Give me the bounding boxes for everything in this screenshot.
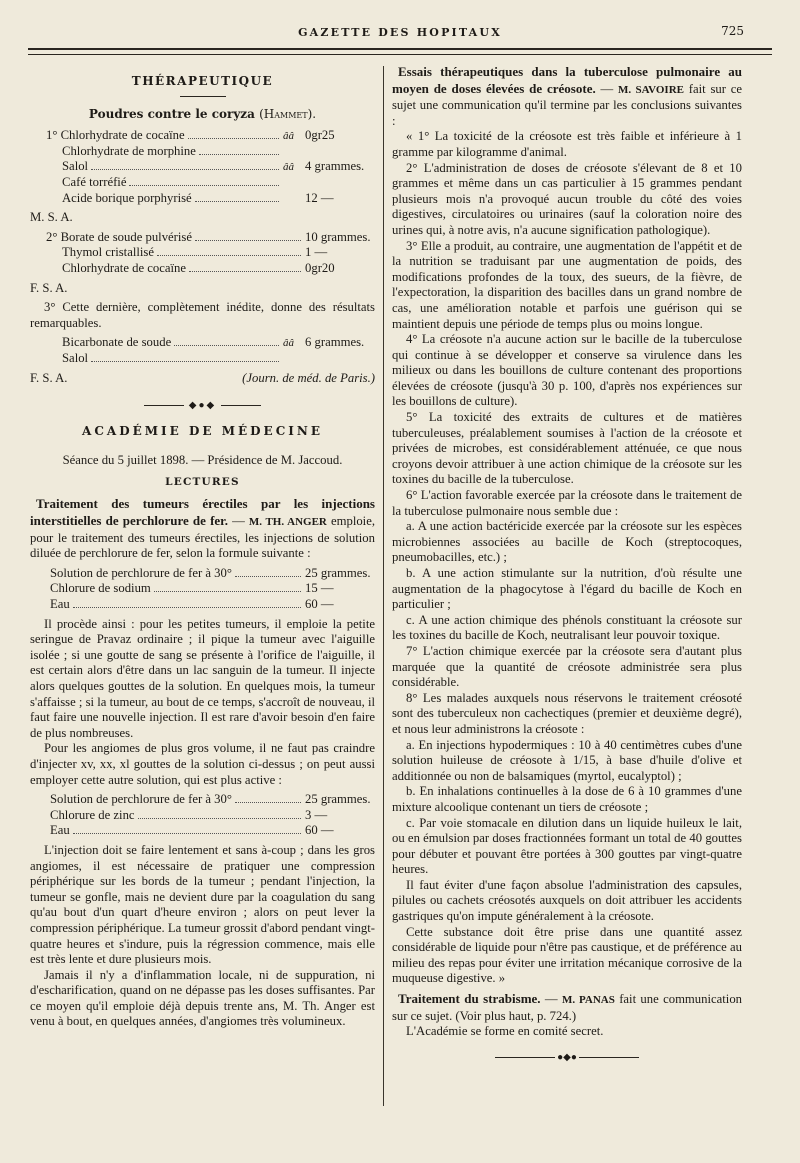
conclusion-7: 7° L'action chimique exercée par la créosote sera d'autant plus marquée que la quantité de créosote administrée sera plus considérable.: [392, 643, 742, 690]
formula-row: Salol ââ 4 grammes.: [62, 159, 365, 174]
formula-row: Chlorure de sodium 15 —: [50, 581, 334, 596]
savoire-para-9: Il faut éviter d'une façon absolue l'administration des capsules, pilules ou cachets créosotés auxquels on doit attribuer les accidents gastriques qu'on impute généralement à la créosote.: [392, 877, 742, 924]
formula-row: Eau 60 —: [50, 597, 334, 612]
source-citation: (Journ. de méd. de Paris.): [242, 370, 375, 385]
anger-para-2: Pour les angiomes de plus gros volume, il ne faut pas craindre d'injecter xv, xx, xl gouttes de la solution ci-dessus ; on peut aussi employer cette autre solution, qui est plus active :: [30, 741, 375, 787]
right-column: [392, 64, 742, 1065]
conclusion-5: 5° La toxicité des extraits de cultures et de matières tuberculeuses, préalablement soumises à l'action de la créosote et privées de microbes, est considérablement atténuée, ce que nous croyons devoir attribuer à une action chimique de la créosote sur les toxines du bacille de la tuberculose.: [392, 410, 742, 487]
coryza-subhead: [30, 107, 375, 123]
formula-row: Chlorhydrate de cocaïne 0gr20: [62, 260, 335, 275]
savoire-article: Essais thérapeutiques dans la tuberculose pulmonaire au moyen de doses élevées de créosote. — M. SAVOIRE fait sur ce sujet une communication qu'il termine par les conclusions suivantes :: [392, 64, 743, 128]
strabisme-text: fait une communication sur ce sujet. (Voir plus haut, p. 724.): [392, 992, 743, 1023]
anger-article: Traitement des tumeurs érectiles par les injections interstitielles de perchlorure de fer. — M. TH. ANGER emploie, pour le traitement des tumeurs érectiles, les injections de solution diluée de perchlorure de fer, selon la formule suivante :: [30, 496, 376, 561]
header-rule: [28, 48, 772, 50]
lectures-heading: LECTURES: [165, 475, 240, 488]
formula-row: Solution de perchlorure de fer à 30° 25 grammes.: [50, 792, 371, 807]
coryza-subhead-author: (Hammet).: [259, 106, 317, 121]
header-rule-thin: [28, 54, 772, 55]
savoire-intro: fait sur ce sujet une communication qu'il termine par les conclusions suivantes :: [392, 81, 743, 128]
fsa-label: F. S. A.: [30, 280, 68, 295]
column-divider: [383, 66, 384, 1106]
fsa-source-row: [30, 371, 375, 387]
formula-row: Eau 60 —: [50, 823, 334, 838]
formula-2: [30, 230, 375, 277]
anger-formula-1: [30, 566, 375, 613]
formula-3: [30, 335, 375, 366]
conclusion-6a: a. A une action bactéricide exercée par la créosote sur les espèces microbiennes associées au bacille de Koch (streptocoques, pneumobacilles, etc.) ;: [392, 519, 742, 565]
section-rule: [180, 96, 226, 97]
end-ornament: ●◆●: [392, 1050, 742, 1066]
savoire-para-10: Cette substance doit être prise dans une quantité assez considérable de liquide pour n'être pas caustique, et de préférence au milieu des repas pour éviter une irritation mécanique corrosive de la muqueuse digestive. »: [392, 924, 742, 986]
anger-para-3: L'injection doit se faire lentement et sans à-coup ; dans les gros angiomes, il est nécessaire de pratiquer une compression périphérique sur les bords de la tumeur ; pendant l'injection, la tumeur se gonfle, mais ne devient dure par la coagulation du sang qu'au bout d'un quart d'heure environ ; alors on peut lever la compression périphérique. La tumeur grossit d'abord pendant vingt-quatre heures et s'indure, puis la régression commence, mais elle est très lente et dure plusieurs mois.: [30, 842, 375, 967]
formula-row: 1° Chlorhydrate de cocaïne ââ 0gr25: [46, 128, 335, 143]
running-head: GAZETTE DES HOPITAUX: [298, 26, 502, 39]
formula-1: [30, 128, 375, 206]
strabisme-article: Traitement du strabisme. — M. PANAS fait une communication sur ce sujet. (Voir plus haut, p. 724.): [392, 991, 743, 1023]
fsa-label: F. S. A.: [30, 370, 68, 385]
savoire-author: M. SAVOIRE: [618, 83, 684, 96]
section-ornament: ◆●◆: [30, 398, 375, 414]
conclusion-2: 2° L'administration de doses de créosote s'élevant de 8 et 10 grammes et même dans un cas particulier à 15 grammes pendant plusieurs mois n'a provoqué aucun trouble du côté des voies digestives, circulatoires ou urinaires (sauf la coloration noire des urines qui, à notre avis, n'a aucune signification pathologique).: [392, 160, 742, 237]
anger-author: M. TH. ANGER: [248, 516, 327, 529]
formula-row: Solution de perchlorure de fer à 30° 25 grammes.: [50, 565, 371, 580]
formula-row: Bicarbonate de soude ââ 6 grammes.: [62, 335, 365, 350]
formula-row: Chlorure de zinc 3 —: [50, 807, 328, 822]
conclusion-8c: c. Par voie stomacale en dilution dans un liquide huileux le lait, ou en émulsion par doses fractionnées formant un total de 40 gouttes pour débuter et pouvant être portées à 300 gouttes par vingt-quatre heures.: [392, 815, 742, 877]
formula-row: Thymol cristallisé 1 —: [62, 245, 328, 260]
msa-label: M. S. A.: [30, 210, 73, 225]
conclusion-8a: a. En injections hypodermiques : 10 à 40 centimètres cubes d'une solution huileuse de créosote à 1/15, à base d'huile d'olive et additionnée ou non de balsamiques (myrtol, eucalyptol) ;: [392, 737, 742, 783]
formula-row: Chlorhydrate de morphine: [46, 144, 375, 160]
conclusion-1: « 1° La toxicité de la créosote est très faible et inférieure à 1 gramme par kilogramme d'animal.: [392, 129, 742, 159]
seance-line: Séance du 5 juillet 1898. — Présidence de M. Jaccoud.: [62, 453, 343, 468]
conclusion-6: 6° L'action favorable exercée par la créosote dans le traitement de la tuberculose pulmonaire nous semble due :: [392, 488, 742, 518]
left-column: [30, 64, 375, 1030]
conclusion-8b: b. En inhalations continuelles à la dose de 6 à 10 grammes d'une mixture alcoolique contenant un tiers de créosote ;: [392, 784, 742, 814]
formula-row: 2° Borate de soude pulvérisé 10 grammes.: [46, 229, 371, 244]
page-number: 725: [721, 24, 744, 38]
formula-row: Café torréfié: [46, 175, 375, 191]
conclusion-6b: b. A une action stimulante sur la nutrition, d'où résulte une augmentation de la phagocytose à l'égard du bacille de Koch en particulier ;: [392, 566, 742, 612]
conclusion-6c: c. A une action chimique des phénols constituant la créosote sur les toxines du bacille de Koch, neutralisant leur pouvoir toxique.: [392, 612, 742, 643]
anger-title: Traitement des tumeurs érectiles par les injections interstitielles de perchlorure de fer.: [30, 496, 375, 529]
academie-title: ACADÉMIE DE MÉDECINE: [82, 423, 323, 438]
anger-para-1: Il procède ainsi : pour les petites tumeurs, il emploie la petite seringue de Pravaz ordinaire ; il pique la tumeur avec l'aiguille isolée ; si une goutte de sang se présente à l'orifice de l'aiguille, il est certain alors d'être dans un lac sanguin de la tumeur. Il injecte alors quelques gouttes de la solution. En quelques mois, la tumeur s'affaisse ; si la tumeur, au bout de ce temps, s'accroît de nouveau, il faut faire une nouvelle injection. Il est rare d'avoir besoin d'en faire de plus nombreuses.: [30, 616, 375, 740]
strabisme-title: Traitement du strabisme.: [398, 991, 541, 1007]
savoire-title: Essais thérapeutiques dans la tuberculose pulmonaire au moyen de doses élevées de créosote.: [392, 64, 742, 96]
conclusion-3: 3° Elle a produit, au contraire, une augmentation de l'appétit et de la nutrition se traduisant par une augmentation de poids, des modifications profondes de la toux, des sueurs, de la fièvre, de l'expectoration, la disparition des bacilles dans un grand nombre de cas, une amélioration notable et parfois une guérison qui se maintient depuis une période de temps plus ou moins longue.: [392, 238, 742, 331]
formula-row: Acide borique porphyrisé 12 —: [62, 190, 334, 205]
strabisme-author: M. PANAS: [561, 994, 615, 1007]
anger-intro: emploie, pour le traitement des tumeurs érectiles, les injections de solution diluée de perchlorure de fer, selon la formule suivante :: [30, 514, 376, 561]
anger-formula-2: [30, 792, 375, 839]
anger-para-4: Jamais il n'y a d'inflammation locale, ni de suppuration, ni d'escharification, quand on ne dépasse pas les doses suffisantes. Par ce moyen qu'il emploie déjà depuis trente ans, M. Th. Anger est venu à bout, en quelques années, d'angiomes très volumineux.: [30, 967, 375, 1029]
conclusion-8: 8° Les malades auxquels nous réservons le traitement créosoté sont des tuberculeux non cachectiques (premier et deuxième degré), et nous leur administrons la créosote :: [392, 690, 742, 736]
formula-row: Salol: [62, 351, 375, 367]
therapeutique-title: THÉRAPEUTIQUE: [131, 74, 274, 88]
closing-line: L'Académie se forme en comité secret.: [406, 1024, 604, 1039]
coryza-subhead-text: Poudres contre le coryza: [88, 106, 255, 121]
para-3: 3° Cette dernière, complètement inédite, donne des résultats remarquables.: [30, 300, 375, 330]
conclusion-4: 4° La créosote n'a aucune action sur le bacille de la tuberculose qui continue à se développer et conserve sa virulence dans les milieux ou dans les bouillons de culture contenant des proportions élevées de créosote (jusqu'à 30 p. 100, d'après nos expériences sur les bouillons de culture).: [392, 332, 742, 409]
